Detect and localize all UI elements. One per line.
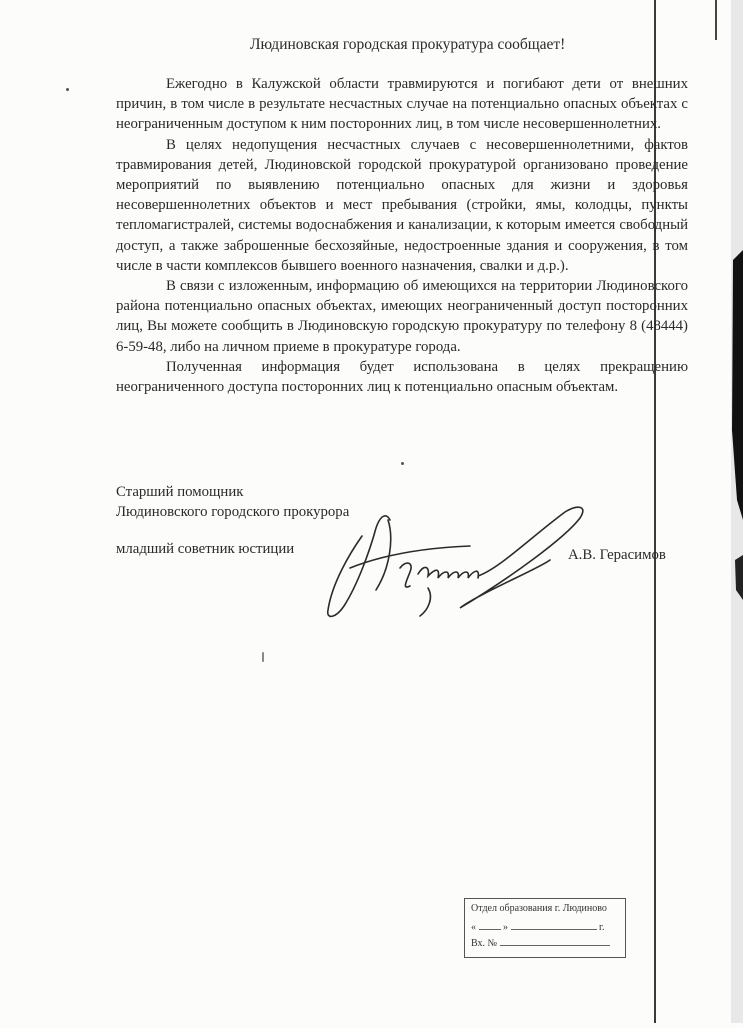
stamp-department: Отдел образования г. Людиново [471,903,607,914]
stamp-number-line [471,937,610,949]
page-title: Людиновская городская прокуратура сообщает! [250,36,566,53]
paragraph-4: Полученная информация будет использована в целях прекращению неограниченного доступа посторонних лиц к потенциально опасным объектам. [116,358,688,396]
body-text [116,74,688,397]
stamp-year-suffix: г. [599,922,605,933]
scan-speck [401,462,404,465]
stamp-day-blank [479,921,501,930]
scan-edge-shadow [715,0,743,1023]
scan-speck [262,652,264,662]
signer-rank: младший советник юстиции [116,541,295,557]
scan-speck [66,88,69,91]
handwritten-signature [310,498,610,628]
signer-name: А.В. Герасимов [568,547,666,563]
stamp-date-line [471,921,617,935]
stamp-number-blank [500,937,610,946]
stamp-number-label: Вх. № [471,938,498,949]
stamp-quote-close: » [503,922,508,933]
paragraph-3: В связи с изложенным, информацию об имеющихся на территории Людиновского района потенциально опасных объектах, имеющих неограниченный доступ посторонних лиц, Вы можете сообщить в Людиновскую городскую прокуратуру по телефону 8 (48444) 6-59-48, либо на личном приеме в прокуратуре города. [116,278,688,355]
stamp-quote-open: « [471,922,476,933]
stamp-month-blank [511,921,597,930]
registration-stamp [464,898,626,958]
paragraph-2: В целях недопущения несчастных случаев с несовершеннолетними, фактов травмирования детей, Людиновской городской прокуратурой организовано проведение мероприятий по выявлению потенциально опасных для жизни и здоровья несовершеннолетних объектов и мест пребывания (стройки, ямы, колодцы, пункты тепломагистралей, системы водоснабжения и канализации, к которым имеется свободный доступ, а также заброшенные бесхозяйные, недостроенные здания и сооружения, в том числе в части комплексов бывшего военного назначения, свалки и д.р.). [116,136,688,274]
position-line-1: Старший помощник [116,484,244,500]
position-line-2: Людиновского городского прокурора [116,504,350,520]
paragraph-1: Ежегодно в Калужской области травмируются и погибают дети от внешних причин, в том числе в результате несчастных случае на потенциально опасных объектах с неограниченным доступом к ним посторонних лиц, в том числе несовершеннолетних. [116,76,688,133]
